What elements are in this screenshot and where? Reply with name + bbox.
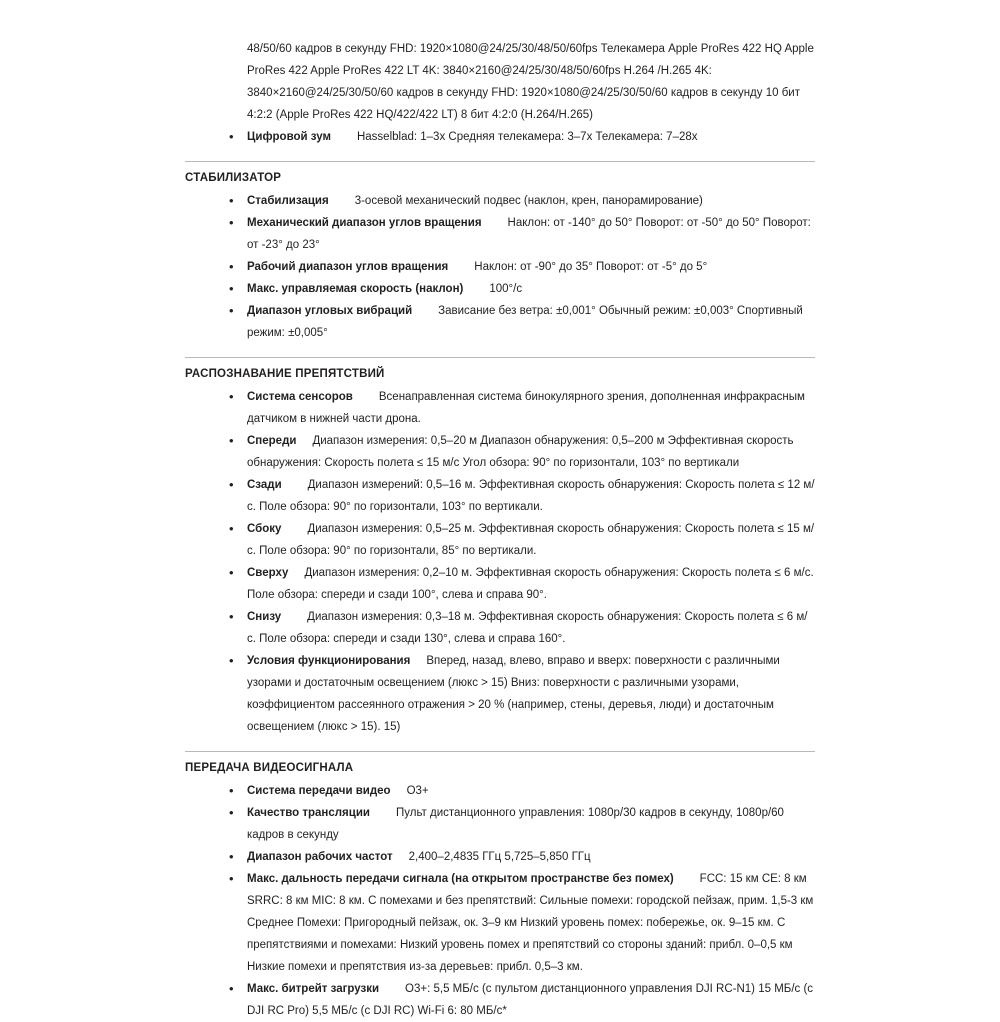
- list-item: [185, 518, 815, 562]
- list-item: [185, 126, 815, 148]
- spec-term: Макс. дальность передачи сигнала (на открытом пространстве без помех): [247, 873, 674, 885]
- section-title: РАСПОЗНАВАНИЕ ПРЕПЯТСТВИЙ: [185, 368, 385, 380]
- list-item: [185, 430, 815, 474]
- list-item: [185, 256, 815, 278]
- spec-value: Вперед, назад, влево, вправо и вверх: поверхности с различными узорами и достаточным освещением (люкс > 15) Вниз: поверхности с различными узорами, коэффициентом рассеянного отражения > 20 % (например, стены, деревья, люди) и достаточным освещением (люкс > 15). 15): [247, 655, 780, 733]
- continuation-paragraph: 48/50/60 кадров в секунду FHD: 1920×1080@24/25/30/48/50/60fps Телекамера Apple ProRes 422 HQ Apple ProRes 422 Apple ProRes 422 LT 4K: 3840×2160@24/25/30/48/50/60fps H.264 /H.265 4K: 3840×2160@24/25/30/50/60 кадров в секунду FHD: 1920×1080@24/25/30/50/60 кадров в секунду 10 бит 4:2:2 (Apple ProRes 422 HQ/422/422 LT) 8 бит 4:2:0 (H.264/H.265): [247, 43, 814, 121]
- section-stabilizer: [185, 161, 815, 344]
- spec-value: 3-осевой механический подвес (наклон, крен, панорамирование): [354, 195, 703, 207]
- spec-list: [185, 190, 815, 344]
- spec-term: Условия функционирования: [247, 655, 411, 667]
- spec-term: Макс. управляемая скорость (наклон): [247, 283, 464, 295]
- spec-term: Диапазон рабочих частот: [247, 851, 393, 863]
- list-item: [185, 190, 815, 212]
- spec-value: Диапазон измерения: 0,5–25 м. Эффективная скорость обнаружения: Скорость полета ≤ 15 м/с. Поле обзора: 90° по горизонтали, 85° по вертикали.: [247, 523, 815, 557]
- list-item: [185, 802, 815, 846]
- list-item: [185, 780, 815, 802]
- section-title: ПЕРЕДАЧА ВИДЕОСИГНАЛА: [185, 762, 354, 774]
- spec-value: Всенаправленная система бинокулярного зрения, дополненная инфракрасным датчиком в нижней части дрона.: [247, 391, 805, 425]
- section-obstacle-sensing: [185, 357, 815, 738]
- spec-term: Макс. битрейт загрузки: [247, 983, 380, 995]
- spec-list: [185, 780, 815, 1022]
- section-divider: [185, 161, 815, 162]
- list-item: [185, 978, 815, 1022]
- spec-term: Диапазон угловых вибраций: [247, 305, 413, 317]
- list-item: [185, 650, 815, 738]
- spec-term: Снизу: [247, 611, 282, 623]
- spec-term: Сверху: [247, 567, 289, 579]
- list-item: [185, 278, 815, 300]
- spec-term: Сбоку: [247, 523, 282, 535]
- spec-value: Наклон: от -140° до 50° Поворот: от -50° до 50° Поворот: от -23° до 23°: [247, 217, 811, 251]
- list-item: [185, 868, 815, 978]
- list-item: [185, 386, 815, 430]
- section-video-transmission: [185, 751, 815, 1022]
- continuation-spec-list: [185, 126, 815, 148]
- spec-value: 2,400–2,4835 ГГц 5,725–5,850 ГГц: [408, 851, 591, 863]
- spec-value: O3+: [406, 785, 429, 797]
- spec-term: Качество трансляции: [247, 807, 370, 819]
- spec-term: Стабилизация: [247, 195, 329, 207]
- spec-value: Зависание без ветра: ±0,001° Обычный режим: ±0,003° Спортивный режим: ±0,005°: [247, 305, 803, 339]
- spec-term: Рабочий диапазон углов вращения: [247, 261, 449, 273]
- spec-term: Система сенсоров: [247, 391, 353, 403]
- list-item: [185, 474, 815, 518]
- list-item: [185, 300, 815, 344]
- spec-value: 100°/с: [489, 283, 523, 295]
- list-item: [185, 606, 815, 650]
- list-item: [185, 212, 815, 256]
- list-item: [185, 562, 815, 606]
- spec-value: FCC: 15 км CE: 8 км SRRC: 8 км MIC: 8 км. С помехами и без препятствий: Сильные помехи: городской пейзаж, прим. 1,5-3 км Среднее Помехи: Пригородный пейзаж, ок. 3–9 км Низкий уровень помех: побережье, ок. 9–15 км. С препятствиями и помехами: Низкий уровень помех и препятствий со стороны зданий: прибл. 0–0,5 км Низкие помехи и препятствия из-за деревьев: прибл. 0,5–3 км.: [247, 873, 814, 973]
- spec-value: Диапазон измерения: 0,2–10 м. Эффективная скорость обнаружения: Скорость полета ≤ 6 м/с. Поле обзора: спереди и сзади 100°, слева и справа 90°.: [247, 567, 814, 601]
- spec-term: Система передачи видео: [247, 785, 391, 797]
- section-divider: [185, 357, 815, 358]
- spec-term: Цифровой зум: [247, 131, 331, 143]
- spec-term: Сзади: [247, 479, 282, 491]
- spec-term: Механический диапазон углов вращения: [247, 217, 482, 229]
- spec-value: Диапазон измерения: 0,5–20 м Диапазон обнаружения: 0,5–200 м Эффективная скорость обнаружения: Скорость полета ≤ 15 м/с Угол обзора: 90° по горизонтали, 103° по вертикали: [247, 435, 794, 469]
- section-title: СТАБИЛИЗАТОР: [185, 172, 282, 184]
- spec-value: Hasselblad: 1–3x Средняя телекамера: 3–7x Телекамера: 7–28x: [356, 131, 698, 143]
- spec-list: [185, 386, 815, 738]
- spec-value: Наклон: от -90° до 35° Поворот: от -5° до 5°: [474, 261, 708, 273]
- spec-value: Пульт дистанционного управления: 1080p/30 кадров в секунду, 1080p/60 кадров в секунду: [247, 807, 784, 841]
- list-item: [185, 846, 815, 868]
- section-divider: [185, 751, 815, 752]
- spec-value: O3+: 5,5 МБ/с (с пультом дистанционного управления DJI RC-N1) 15 МБ/с (с DJI RC Pro) 5,5 МБ/с (с DJI RC) Wi-Fi 6: 80 МБ/с*: [247, 983, 814, 1017]
- spec-value: Диапазон измерений: 0,5–16 м. Эффективная скорость обнаружения: Скорость полета ≤ 12 м/с. Поле обзора: 90° по горизонтали, 103° по вертикали.: [247, 479, 815, 513]
- spec-term: Спереди: [247, 435, 297, 447]
- spec-value: Диапазон измерения: 0,3–18 м. Эффективная скорость обнаружения: Скорость полета ≤ 6 м/с. Поле обзора: спереди и сзади 130°, слева и справа 160°.: [247, 611, 808, 645]
